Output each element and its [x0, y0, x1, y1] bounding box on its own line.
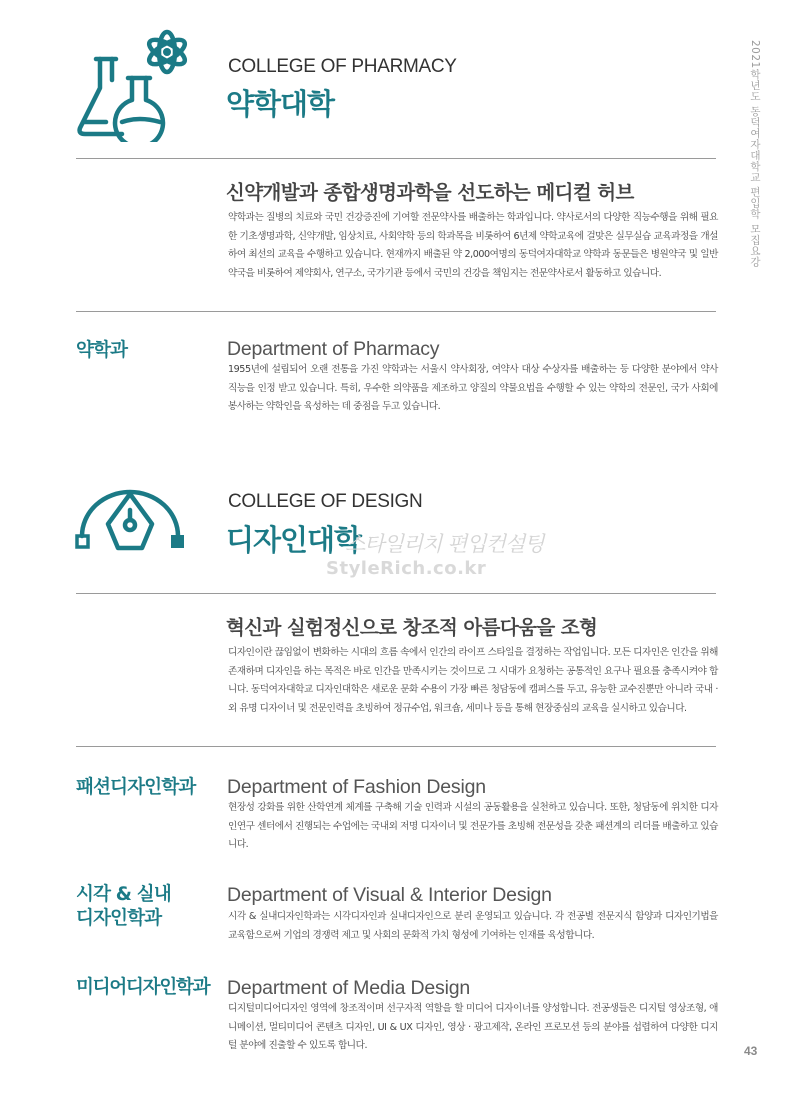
divider [76, 311, 716, 312]
department-name-en: Department of Fashion Design [227, 776, 486, 798]
department-name-en: Department of Media Design [227, 977, 471, 999]
department-description: 디지털미디어디자인 영역에 창조적이며 선구자적 역할을 할 미디어 디자이너를 양성합니다. 전공생들은 디지털 영상조형, 애니메이션, 멀티미디어 콘텐츠 디자인, UI & UX 디자인, 영상 · 광고제작, 온라인 프로모션 등의 분야를 섭렵하여 다양한 디지털 분야에 진출할 수 있도록 합니다. [228, 1003, 718, 1052]
college-intro: 디자인이란 끊임없이 변화하는 시대의 흐름 속에서 인간의 라이프 스타일을 결정하는 작업입니다. 모든 디자인은 인간을 위해 존재하며 디자인을 하는 목적은 바로 인간을 만족시키는 것이므로 그 시대가 요청하는 공통적인 요구나 필요를 충족시켜야 합니다. 동덕여자대학교 디자인대학은 새로운 문화 수용이 가장 빠른 청담동에 캠퍼스를 두고, 유능한 교수진뿐만 아니라 국내 · 외 유명 디자이너 및 전문인력을 초빙하여 정규수업, 워크숍, 세미나 등을 통해 현장중심의 교육을 실시하고 있습니다. [228, 647, 718, 715]
college-title-en: COLLEGE OF DESIGN [228, 491, 423, 512]
divider [76, 158, 716, 159]
pen-nib-icon [74, 484, 186, 556]
side-document-title: 2021학년도 동덕여자대학교 편입학 모집요강 [749, 40, 761, 268]
college-title-en: COLLEGE OF PHARMACY [228, 56, 457, 77]
watermark-text: 스타일리치 편입컨설팅 [345, 532, 544, 556]
department-description: 시각 & 실내디자인학과는 시각디자인과 실내디자인으로 분리 운영되고 있습니다. 각 전공별 전문지식 함양과 디자인기법을 교육함으로써 기업의 경쟁력 제고 및 사회의 문화적 가치 형성에 기여하는 인재를 육성합니다. [228, 911, 718, 941]
department-name-ko-line2: 디자인학과 [76, 908, 162, 929]
college-title-ko: 디자인대학 [226, 523, 362, 557]
department-name-ko: 패션디자인학과 [76, 777, 196, 798]
page-number: 43 [744, 1044, 758, 1058]
flasks-atom-icon [72, 22, 196, 142]
divider [76, 746, 716, 747]
watermark-url: StyleRich.co.kr [326, 558, 487, 579]
college-intro: 약학과는 질병의 치료와 국민 건강증진에 기여할 전문약사를 배출하는 학과입니다. 약사로서의 다양한 직능수행을 위해 필요한 기초생명과학, 신약개발, 임상치료, 사회약학 등의 학과목을 비롯하여 6년제 약학교육에 걸맞은 실무실습 교육과정을 개설하여 최선의 교육을 수행하고 있습니다. 현재까지 배출된 약 2,000여명의 동덕여자대학교 약학과 동문들은 병원약국 및 일반약국을 비롯하여 제약회사, 연구소, 국가기관 등에서 국민의 건강을 책임지는 전문약사로서 활동하고 있습니다. [228, 212, 718, 280]
department-name-en: Department of Visual & Interior Design [227, 884, 552, 906]
college-title-ko: 약학대학 [226, 87, 335, 121]
department-description: 1955년에 설립되어 오랜 전통을 가진 약학과는 서울시 약사회장, 여약사 대상 수상자를 배출하는 등 다양한 분야에서 약사 직능을 인정 받고 있습니다. 특히, 우수한 의약품을 제조하고 양질의 약물요법을 수행할 수 있는 약학의 전문인, 국가 사회에 봉사하는 약학인을 육성하는 데 중점을 두고 있습니다. [228, 364, 718, 413]
college-headline: 혁신과 실험정신으로 창조적 아름다움을 조형 [226, 616, 598, 639]
department-name-en: Department of Pharmacy [227, 338, 440, 360]
department-name-ko: 미디어디자인학과 [76, 977, 210, 998]
department-name-ko: 약학과 [76, 340, 128, 361]
divider [76, 593, 716, 594]
department-description: 현장성 강화를 위한 산학연계 체계를 구축해 기술 인력과 시설의 공동활용을 실천하고 있습니다. 또한, 청담동에 위치한 디자인연구 센터에서 진행되는 수업에는 국내외 저명 디자이너 및 전문가를 초빙해 전문성을 갖춘 패션계의 리더를 배출하고 있습니다. [228, 802, 718, 851]
department-name-ko-line1: 시각 & 실내 [76, 884, 171, 905]
college-headline: 신약개발과 종합생명과학을 선도하는 메디컬 허브 [226, 181, 634, 204]
